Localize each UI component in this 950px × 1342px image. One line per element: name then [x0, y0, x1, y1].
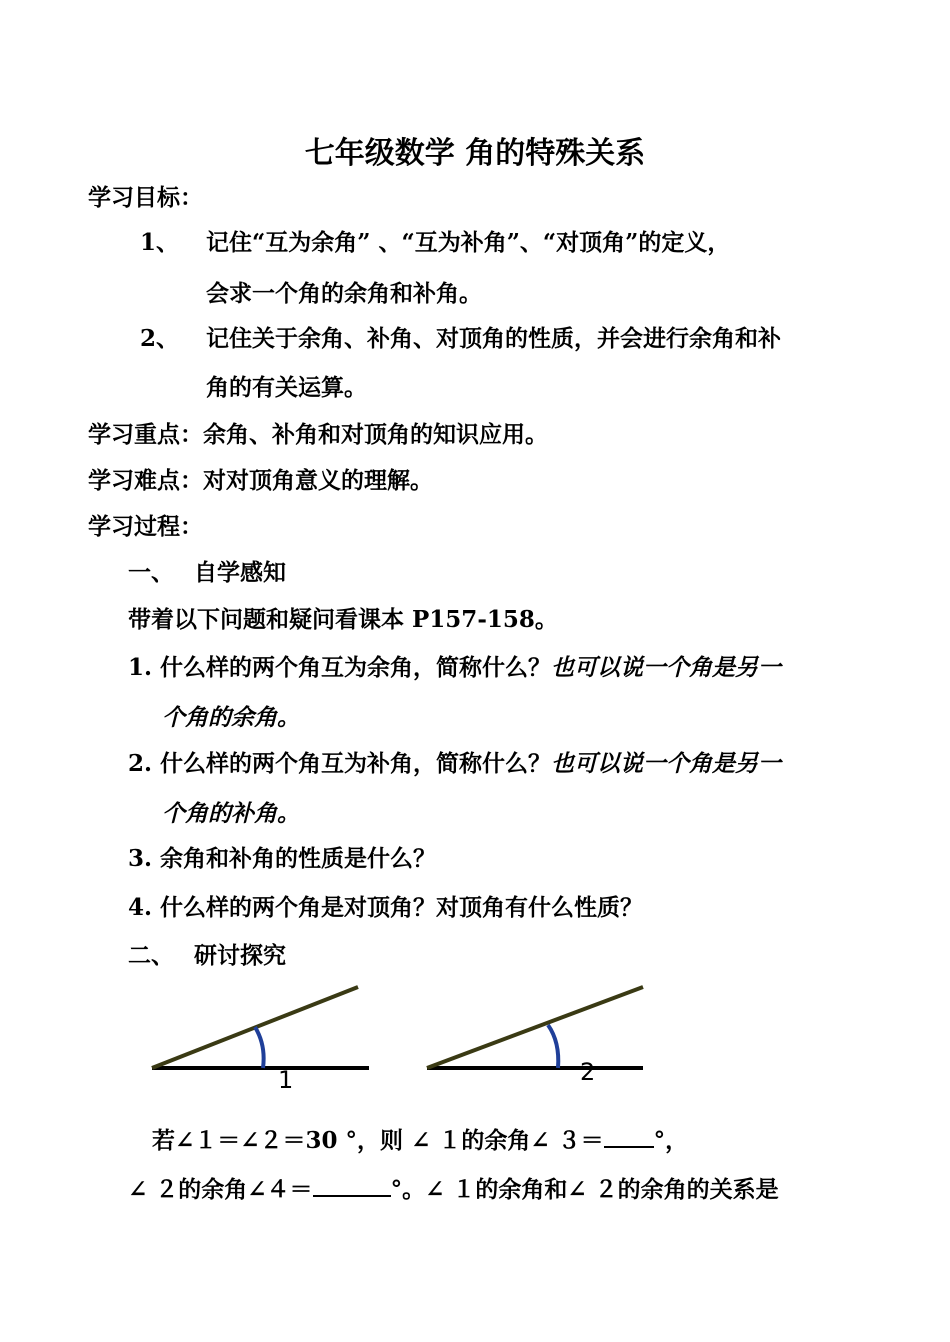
question-3-num: 3. — [128, 845, 153, 872]
angle-2-arc — [548, 1025, 558, 1068]
question-1-italic: 也可以说一个角是另一 — [551, 654, 782, 681]
exercise-line-2-text: ∠ ２的余角∠４＝ — [128, 1176, 313, 1203]
question-4-num: 4. — [128, 894, 153, 921]
page-title: 七年级数学 角的特殊关系 — [304, 136, 646, 171]
objectives-label: 学习目标： — [88, 184, 203, 211]
question-2-text: 什么样的两个角互为补角，简称什么？ — [160, 750, 552, 777]
objective-1-line1: 记住“互为余角” 、“互为补角”、“对顶角”的定义， — [206, 229, 731, 256]
section1-number: 一、 — [128, 559, 174, 586]
objective-1-line2: 会求一个角的余角和补角。 — [206, 280, 482, 307]
question-4-text: 什么样的两个角是对顶角？对顶角有什么性质？ — [160, 894, 644, 921]
objective-2-line1: 记住关于余角、补角、对顶角的性质，并会进行余角和补 — [206, 325, 781, 352]
answer-blank-angle-4[interactable] — [313, 1175, 391, 1197]
question-2-num: 2. — [128, 750, 153, 777]
question-1-num: 1. — [128, 654, 153, 681]
objective-2-num: 2、 — [140, 325, 180, 352]
question-1-text: 什么样的两个角互为余角，简称什么？ — [160, 654, 552, 681]
exercise-line-2-suffix: °。∠ １的余角和∠ ２的余角的关系是 — [390, 1176, 779, 1203]
angle-2-label: 2 — [580, 1058, 596, 1086]
exercise-line-2 — [128, 1175, 779, 1204]
section1-intro: 带着以下问题和疑问看课本 P157-158。 — [128, 606, 558, 633]
section1-heading: 自学感知 — [194, 559, 286, 586]
objective-2-line2: 角的有关运算。 — [206, 374, 367, 401]
angle-1-label: 1 — [278, 1066, 294, 1094]
objective-1-num: 1、 — [140, 229, 180, 256]
question-2-italic: 也可以说一个角是另一 — [551, 750, 782, 777]
angle-1-figure — [152, 987, 369, 1094]
exercise-line-1 — [152, 1126, 688, 1155]
question-3-text: 余角和补角的性质是什么？ — [160, 845, 437, 872]
exercise-line-1-text: 若∠１＝∠２＝30 °，则 ∠ １的余角∠ ３＝ — [152, 1127, 604, 1154]
section2-heading: 研讨探究 — [194, 942, 286, 969]
angle-1-arc — [255, 1027, 264, 1068]
section2-number: 二、 — [128, 942, 174, 969]
angle-2-slanted-ray — [427, 987, 643, 1068]
exercise-line-1-suffix: °， — [653, 1127, 689, 1154]
difficulty: 学习难点：对对顶角意义的理解。 — [88, 467, 433, 494]
process-label: 学习过程： — [88, 513, 203, 540]
question-2-cont: 个角的补角。 — [162, 800, 300, 827]
angle-2-figure — [427, 987, 643, 1086]
answer-blank-angle-3[interactable] — [604, 1126, 654, 1148]
question-1-cont: 个角的余角。 — [162, 704, 300, 731]
key-point: 学习重点：余角、补角和对顶角的知识应用。 — [88, 421, 548, 448]
